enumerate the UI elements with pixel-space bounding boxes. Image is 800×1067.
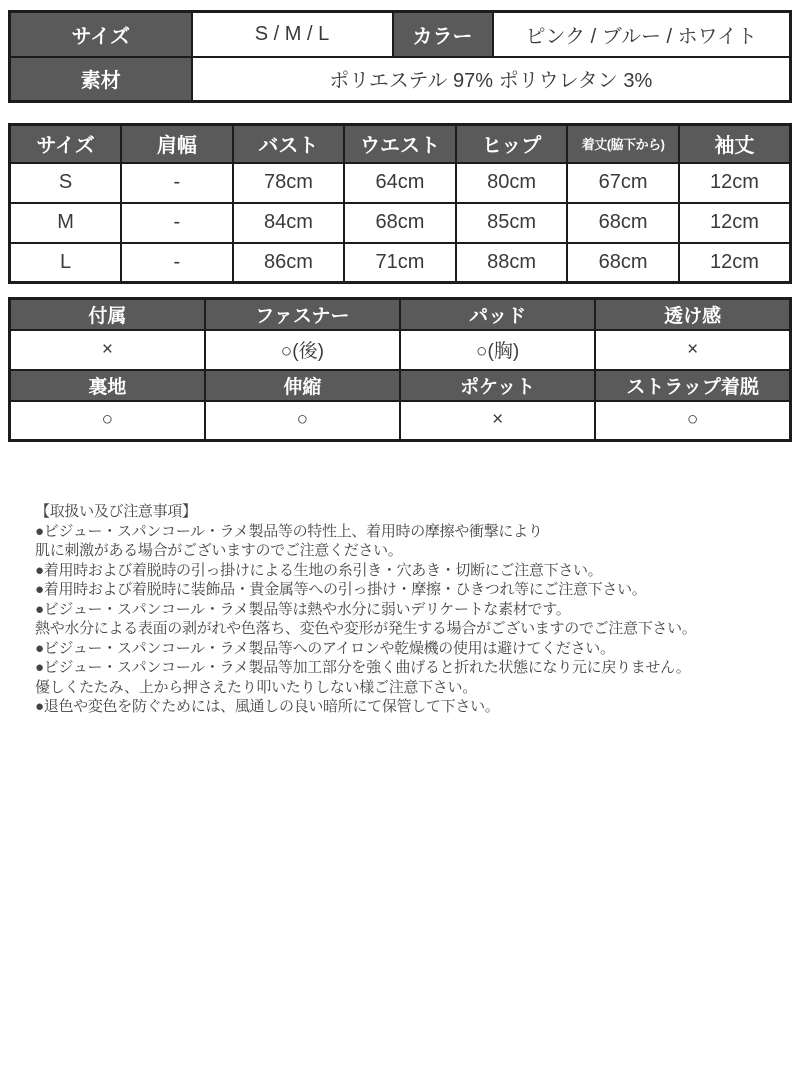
spec-row-size-color xyxy=(10,12,791,57)
features-header-cell: 伸縮 xyxy=(205,370,400,401)
measurements-col-header: 着丈(脇下から) xyxy=(567,125,679,163)
notes-line: ●ビジュー・スパンコール・ラメ製品等は熱や水分に弱いデリケートな素材です。 xyxy=(35,600,571,618)
measurements-value-cell: - xyxy=(121,243,233,283)
care-notes xyxy=(35,502,775,717)
measurements-size-cell: S xyxy=(10,163,122,203)
notes-line: ●ビジュー・スパンコール・ラメ製品等へのアイロンや乾燥機の使用は避けてください。 xyxy=(35,639,615,657)
notes-line: ●着用時および着脱時の引っ掛けによる生地の糸引き・穴あき・切断にご注意下さい。 xyxy=(35,561,603,579)
measurements-col-header: バスト xyxy=(233,125,345,163)
measurements-row xyxy=(10,163,791,203)
features-table xyxy=(8,297,792,442)
features-header-cell: 透け感 xyxy=(595,299,790,330)
size-value: S / M / L xyxy=(192,12,393,57)
size-label: サイズ xyxy=(10,12,192,57)
measurements-value-cell: 84cm xyxy=(233,203,345,243)
spec-table xyxy=(8,10,792,103)
measurements-size-cell: L xyxy=(10,243,122,283)
spec-row-material xyxy=(10,57,791,102)
features-value-cell: ○ xyxy=(205,401,400,441)
measurements-col-header: ウエスト xyxy=(344,125,456,163)
features-value-cell: ○(後) xyxy=(205,330,400,370)
color-label: カラー xyxy=(393,12,493,57)
notes-line: ●着用時および着脱時に装飾品・貴金属等への引っ掛け・摩擦・ひきつれ等にご注意下さい。 xyxy=(35,581,647,598)
measurements-value-cell: 67cm xyxy=(567,163,679,203)
material-value: ポリエステル 97% ポリウレタン 3% xyxy=(192,57,791,102)
notes-line: 熱や水分による表面の剥がれや色落ち、変色や変形が発生する場合がございますのでご注意下さい。 xyxy=(35,620,697,637)
measurements-value-cell: 80cm xyxy=(456,163,568,203)
features-header-cell: 裏地 xyxy=(10,370,205,401)
measurements-table xyxy=(8,123,792,284)
features-header-cell: ポケット xyxy=(400,370,595,401)
features-header-row xyxy=(10,299,791,330)
features-header-cell: ファスナー xyxy=(205,299,400,330)
features-value-cell: ○(胸) xyxy=(400,330,595,370)
measurements-col-header: サイズ xyxy=(10,125,122,163)
features-value-row xyxy=(10,401,791,441)
measurements-value-cell: 78cm xyxy=(233,163,345,203)
measurements-row xyxy=(10,243,791,283)
measurements-value-cell: 68cm xyxy=(344,203,456,243)
measurements-col-header: 袖丈 xyxy=(679,125,791,163)
features-header-row xyxy=(10,370,791,401)
features-header-cell: パッド xyxy=(400,299,595,330)
features-value-cell: ○ xyxy=(595,401,790,441)
notes-line: ●ビジュー・スパンコール・ラメ製品等加工部分を強く曲げると折れた状態になり元に戻りません。 xyxy=(35,659,691,676)
color-value: ピンク / ブルー / ホワイト xyxy=(493,12,791,57)
measurements-col-header: 肩幅 xyxy=(121,125,233,163)
notes-line: ●ビジュー・スパンコール・ラメ製品等の特性上、着用時の摩擦や衝撃により xyxy=(35,522,543,540)
measurements-value-cell: 64cm xyxy=(344,163,456,203)
measurements-col-header: ヒップ xyxy=(456,125,568,163)
measurements-value-cell: 68cm xyxy=(567,243,679,283)
measurements-value-cell: 68cm xyxy=(567,203,679,243)
measurements-value-cell: 12cm xyxy=(679,243,791,283)
features-header-cell: ストラップ着脱 xyxy=(595,370,790,401)
measurements-size-cell: M xyxy=(10,203,122,243)
measurements-value-cell: 71cm xyxy=(344,243,456,283)
notes-line: ●退色や変色を防ぐためには、風通しの良い暗所にて保管して下さい。 xyxy=(35,698,500,715)
features-value-cell: × xyxy=(10,330,205,370)
notes-line: 肌に刺激がある場合がございますのでご注意ください。 xyxy=(35,542,403,559)
measurements-header-row xyxy=(10,125,791,163)
features-value-cell: × xyxy=(400,401,595,441)
measurements-value-cell: - xyxy=(121,203,233,243)
measurements-value-cell: 86cm xyxy=(233,243,345,283)
measurements-value-cell: 12cm xyxy=(679,203,791,243)
features-value-row xyxy=(10,330,791,370)
features-value-cell: × xyxy=(595,330,790,370)
measurements-row xyxy=(10,203,791,243)
measurements-value-cell: 88cm xyxy=(456,243,568,283)
measurements-value-cell: - xyxy=(121,163,233,203)
material-label: 素材 xyxy=(10,57,192,102)
measurements-value-cell: 12cm xyxy=(679,163,791,203)
measurements-value-cell: 85cm xyxy=(456,203,568,243)
features-header-cell: 付属 xyxy=(10,299,205,330)
notes-line: 優しくたたみ、上から押さえたり叩いたりしない様ご注意下さい。 xyxy=(35,678,477,696)
features-value-cell: ○ xyxy=(10,401,205,441)
notes-title: 【取扱い及び注意事項】 xyxy=(35,503,197,520)
notes-lines xyxy=(35,522,775,717)
